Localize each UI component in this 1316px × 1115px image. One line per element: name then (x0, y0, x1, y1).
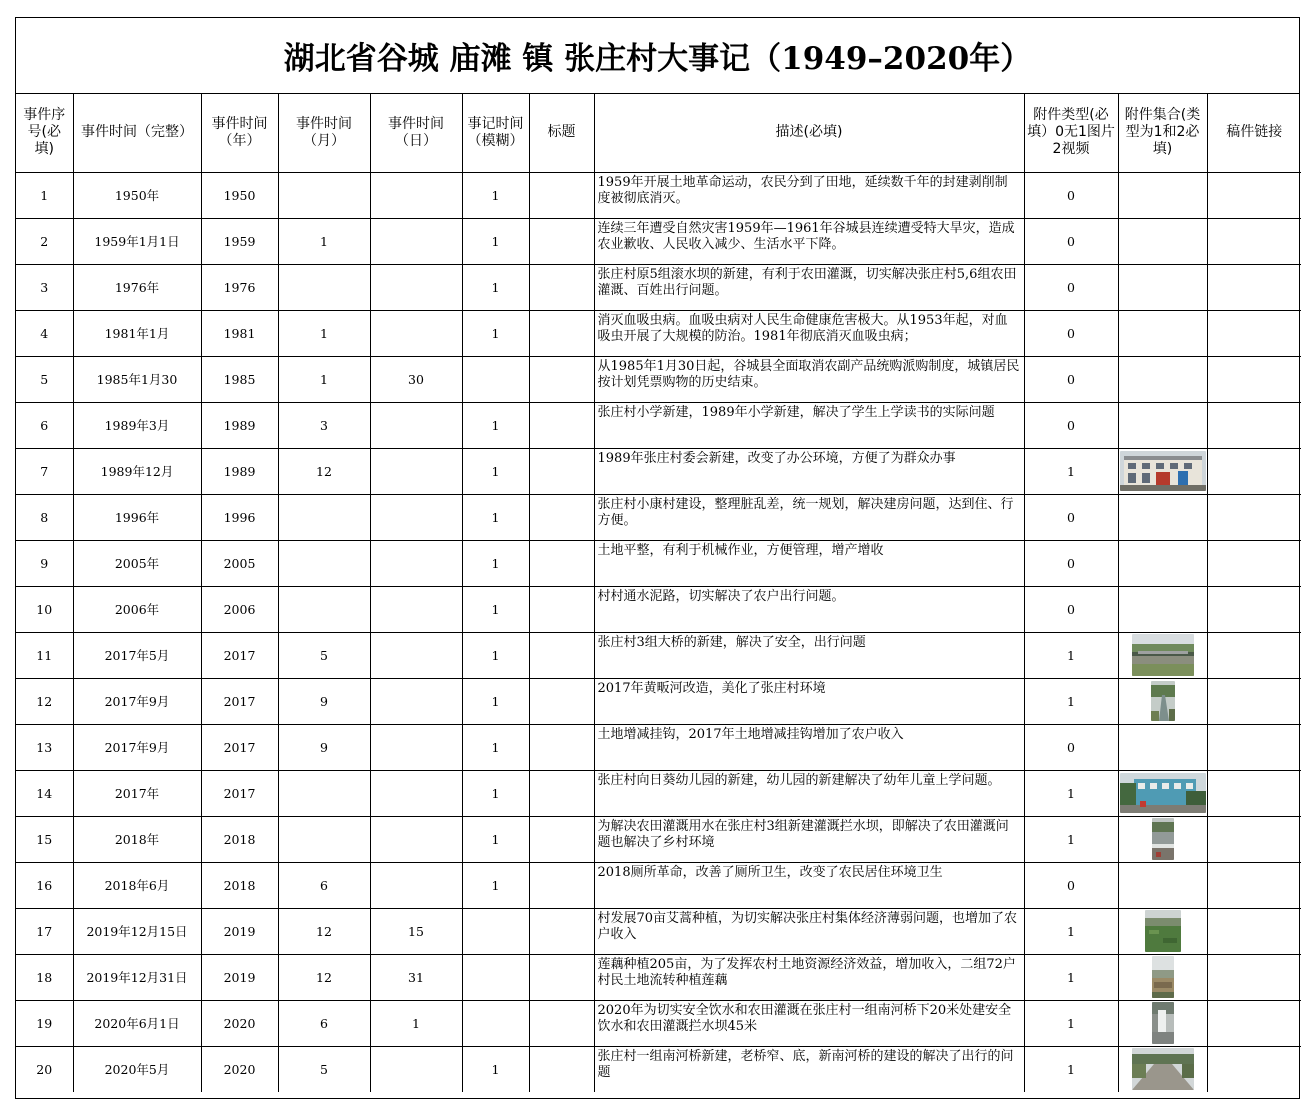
cell-month (278, 586, 370, 632)
cell-full-time: 1976年 (73, 264, 201, 310)
cell-full-time: 2020年5月 (73, 1046, 201, 1092)
cell-year: 2017 (201, 770, 278, 816)
cell-month: 12 (278, 448, 370, 494)
cell-link (1207, 1000, 1301, 1046)
cell-headline (529, 172, 594, 218)
cell-description: 张庄村小康村建设，整理脏乱差，统一规划，解决建房问题，达到住、行方便。 (594, 494, 1024, 540)
table-row (16, 724, 1301, 770)
table-row (16, 770, 1301, 816)
cell-link (1207, 678, 1301, 724)
cell-description: 消灭血吸虫病。血吸虫病对人民生命健康危害极大。从1953年起，对血吸虫开展了大规模的防治。1981年彻底消灭血吸虫病； (594, 310, 1024, 356)
cell-year: 1985 (201, 356, 278, 402)
cell-full-time: 2006年 (73, 586, 201, 632)
cell-fuzzy-time: 1 (462, 678, 529, 724)
cell-attachment-type: 0 (1024, 310, 1118, 356)
cell-seq: 3 (16, 264, 73, 310)
cell-attachment-set (1118, 586, 1207, 632)
cell-fuzzy-time: 1 (462, 172, 529, 218)
cell-link (1207, 1046, 1301, 1092)
cell-month (278, 264, 370, 310)
cell-month: 1 (278, 310, 370, 356)
table-row (16, 632, 1301, 678)
cell-attachment-type: 1 (1024, 954, 1118, 1000)
cell-seq: 12 (16, 678, 73, 724)
cell-month: 9 (278, 724, 370, 770)
page-title: 湖北省谷城 庙滩 镇 张庄村大事记（1949–2020年） (283, 41, 1032, 77)
table-row (16, 310, 1301, 356)
cell-month: 3 (278, 402, 370, 448)
cell-fuzzy-time: 1 (462, 632, 529, 678)
cell-year: 1959 (201, 218, 278, 264)
cell-year: 2006 (201, 586, 278, 632)
cell-seq: 2 (16, 218, 73, 264)
cell-day (370, 494, 462, 540)
cell-attachment-set (1118, 264, 1207, 310)
cell-month: 6 (278, 1000, 370, 1046)
cell-description: 2018厕所革命，改善了厕所卫生，改变了农民居住环境卫生 (594, 862, 1024, 908)
cell-headline (529, 862, 594, 908)
table-row (16, 356, 1301, 402)
cell-seq: 14 (16, 770, 73, 816)
cell-attachment-set (1118, 310, 1207, 356)
cell-day (370, 402, 462, 448)
col-header-seq: 事件序号(必填) (16, 94, 73, 172)
cell-link (1207, 954, 1301, 1000)
col-header-fuzzy-time: 事记时间（模糊） (462, 94, 529, 172)
cell-day (370, 862, 462, 908)
cell-day (370, 218, 462, 264)
cell-attachment-set (1118, 356, 1207, 402)
cell-seq: 6 (16, 402, 73, 448)
cell-day (370, 448, 462, 494)
cell-seq: 20 (16, 1046, 73, 1092)
cell-link (1207, 494, 1301, 540)
cell-link (1207, 310, 1301, 356)
cell-headline (529, 770, 594, 816)
cell-attachment-set[interactable] (1118, 448, 1207, 494)
cell-year: 2020 (201, 1000, 278, 1046)
table-row (16, 816, 1301, 862)
cell-headline (529, 540, 594, 586)
col-header-link: 稿件链接 (1207, 94, 1301, 172)
cell-description: 从1985年1月30日起，谷城县全面取消农副产品统购派购制度，城镇居民按计划凭票购物的历史结束。 (594, 356, 1024, 402)
cell-attachment-type: 0 (1024, 724, 1118, 770)
cell-seq: 10 (16, 586, 73, 632)
cell-headline (529, 264, 594, 310)
cell-description: 张庄村一组南河桥新建，老桥窄、底，新南河桥的建设的解决了出行的问题 (594, 1046, 1024, 1092)
cell-year: 2018 (201, 816, 278, 862)
cell-seq: 13 (16, 724, 73, 770)
cell-link (1207, 724, 1301, 770)
col-header-headline: 标题 (529, 94, 594, 172)
cell-link (1207, 218, 1301, 264)
cell-fuzzy-time: 1 (462, 586, 529, 632)
cell-day: 1 (370, 1000, 462, 1046)
cell-full-time: 2017年5月 (73, 632, 201, 678)
cell-attachment-type: 1 (1024, 1046, 1118, 1092)
cell-fuzzy-time: 1 (462, 724, 529, 770)
cell-attachment-type: 1 (1024, 908, 1118, 954)
cell-full-time: 2020年6月1日 (73, 1000, 201, 1046)
col-header-attachment-set: 附件集合(类型为1和2必填) (1118, 94, 1207, 172)
cell-description: 村发展70亩艾蒿种植，为切实解决张庄村集体经济薄弱问题，也增加了农户收入 (594, 908, 1024, 954)
cell-description: 村村通水泥路，切实解决了农户出行问题。 (594, 586, 1024, 632)
cell-day (370, 816, 462, 862)
table-row (16, 494, 1301, 540)
events-table (16, 94, 1301, 1092)
lotus-field-photo (1152, 956, 1174, 998)
cell-year: 1981 (201, 310, 278, 356)
cell-month: 5 (278, 1046, 370, 1092)
cell-headline (529, 402, 594, 448)
cell-attachment-set[interactable] (1118, 908, 1207, 954)
cell-day: 31 (370, 954, 462, 1000)
cell-headline (529, 218, 594, 264)
cell-headline (529, 494, 594, 540)
cell-day (370, 172, 462, 218)
cell-description: 张庄村向日葵幼儿园的新建，幼儿园的新建解决了幼年儿童上学问题。 (594, 770, 1024, 816)
cell-full-time: 1959年1月1日 (73, 218, 201, 264)
cell-description: 1989年张庄村委会新建，改变了办公环境，方便了为群众办事 (594, 448, 1024, 494)
cell-day (370, 540, 462, 586)
cell-headline (529, 678, 594, 724)
cell-day (370, 724, 462, 770)
cell-description: 为解决农田灌溉用水在张庄村3组新建灌溉拦水坝，即解决了农田灌溉问题也解决了乡村环境 (594, 816, 1024, 862)
field-photo (1145, 910, 1181, 952)
cell-full-time: 2017年 (73, 770, 201, 816)
cell-link (1207, 586, 1301, 632)
cell-attachment-type: 0 (1024, 540, 1118, 586)
table-row (16, 218, 1301, 264)
cell-attachment-type: 0 (1024, 356, 1118, 402)
cell-attachment-set (1118, 724, 1207, 770)
table-row (16, 908, 1301, 954)
office-building-photo (1120, 451, 1206, 491)
cell-attachment-set[interactable] (1118, 954, 1207, 1000)
cell-full-time: 2018年 (73, 816, 201, 862)
cell-link (1207, 862, 1301, 908)
col-header-description: 描述(必填) (594, 94, 1024, 172)
cell-description: 2017年黄畈河改造，美化了张庄村环境 (594, 678, 1024, 724)
cell-link (1207, 172, 1301, 218)
cell-description: 土地平整，有利于机械作业，方便管理，增产增收 (594, 540, 1024, 586)
cell-attachment-type: 1 (1024, 678, 1118, 724)
cell-attachment-type: 1 (1024, 816, 1118, 862)
cell-fuzzy-time: 1 (462, 310, 529, 356)
cell-day (370, 770, 462, 816)
cell-month (278, 172, 370, 218)
cell-year: 2019 (201, 954, 278, 1000)
cell-link (1207, 816, 1301, 862)
cell-link (1207, 264, 1301, 310)
cell-year: 1989 (201, 448, 278, 494)
cell-seq: 4 (16, 310, 73, 356)
cell-headline (529, 724, 594, 770)
cell-attachment-type: 0 (1024, 172, 1118, 218)
cell-fuzzy-time: 1 (462, 770, 529, 816)
cell-month (278, 540, 370, 586)
table-row (16, 172, 1301, 218)
cell-description: 张庄村小学新建，1989年小学新建，解决了学生上学读书的实际问题 (594, 402, 1024, 448)
cell-day: 15 (370, 908, 462, 954)
cell-day (370, 310, 462, 356)
cell-attachment-type: 1 (1024, 448, 1118, 494)
cell-attachment-set (1118, 540, 1207, 586)
cell-full-time: 2018年6月 (73, 862, 201, 908)
cell-attachment-type: 0 (1024, 586, 1118, 632)
cell-headline (529, 1046, 594, 1092)
cell-day (370, 586, 462, 632)
cell-fuzzy-time (462, 908, 529, 954)
cell-full-time: 1989年3月 (73, 402, 201, 448)
dam-photo (1152, 818, 1174, 860)
cell-full-time: 2017年9月 (73, 724, 201, 770)
cell-link (1207, 770, 1301, 816)
cell-headline (529, 1000, 594, 1046)
cell-month (278, 494, 370, 540)
cell-description: 1959年开展土地革命运动，农民分到了田地，延续数千年的封建剥削制度被彻底消灭。 (594, 172, 1024, 218)
cell-month: 1 (278, 218, 370, 264)
cell-year: 1989 (201, 402, 278, 448)
cell-link (1207, 632, 1301, 678)
cell-link (1207, 356, 1301, 402)
cell-day (370, 632, 462, 678)
cell-full-time: 1985年1月30 (73, 356, 201, 402)
table-row (16, 540, 1301, 586)
cell-seq: 18 (16, 954, 73, 1000)
cell-seq: 11 (16, 632, 73, 678)
cell-month: 5 (278, 632, 370, 678)
col-header-full-time: 事件时间（完整） (73, 94, 201, 172)
cell-attachment-set (1118, 494, 1207, 540)
cell-full-time: 1950年 (73, 172, 201, 218)
bridge-photo (1132, 634, 1194, 676)
cell-attachment-set[interactable] (1118, 632, 1207, 678)
table-row (16, 1000, 1301, 1046)
cell-attachment-set (1118, 172, 1207, 218)
cell-link (1207, 448, 1301, 494)
table-row (16, 264, 1301, 310)
cell-month: 1 (278, 356, 370, 402)
cell-seq: 7 (16, 448, 73, 494)
cell-year: 2017 (201, 678, 278, 724)
cell-headline (529, 586, 594, 632)
cell-day (370, 678, 462, 724)
cell-fuzzy-time: 1 (462, 540, 529, 586)
cell-month: 12 (278, 908, 370, 954)
cell-fuzzy-time: 1 (462, 816, 529, 862)
cell-seq: 1 (16, 172, 73, 218)
cell-attachment-type: 0 (1024, 862, 1118, 908)
col-header-month: 事件时间（月） (278, 94, 370, 172)
header-row (16, 94, 1301, 172)
cell-full-time: 2017年9月 (73, 678, 201, 724)
table-row (16, 954, 1301, 1000)
cell-attachment-type: 0 (1024, 494, 1118, 540)
cell-fuzzy-time: 1 (462, 1046, 529, 1092)
cell-seq: 19 (16, 1000, 73, 1046)
cell-description: 连续三年遭受自然灾害1959年—1961年谷城县连续遭受特大旱灾，造成农业歉收、人民收入减少、生活水平下降。 (594, 218, 1024, 264)
cell-fuzzy-time (462, 356, 529, 402)
cell-attachment-set (1118, 402, 1207, 448)
bridge-road-photo (1132, 1048, 1194, 1090)
chronicle-sheet (15, 17, 1300, 1099)
cell-day: 30 (370, 356, 462, 402)
table-row (16, 678, 1301, 724)
cell-attachment-set[interactable] (1118, 816, 1207, 862)
cell-headline (529, 356, 594, 402)
kindergarten-photo (1120, 773, 1206, 813)
cell-description: 张庄村3组大桥的新建，解决了安全，出行问题 (594, 632, 1024, 678)
cell-year: 2018 (201, 862, 278, 908)
cell-year: 2017 (201, 632, 278, 678)
cell-description: 2020年为切实安全饮水和农田灌溉在张庄村一组南河桥下20米处建安全饮水和农田灌溉拦水坝45米 (594, 1000, 1024, 1046)
cell-link (1207, 908, 1301, 954)
cell-description: 张庄村原5组滚水坝的新建，有利于农田灌溉，切实解决张庄村5,6组农田灌溉、百姓出行问题。 (594, 264, 1024, 310)
cell-link (1207, 402, 1301, 448)
cell-attachment-type: 0 (1024, 264, 1118, 310)
cell-year: 2005 (201, 540, 278, 586)
cell-month: 12 (278, 954, 370, 1000)
cell-full-time: 1996年 (73, 494, 201, 540)
cell-full-time: 1989年12月 (73, 448, 201, 494)
cell-seq: 16 (16, 862, 73, 908)
cell-month (278, 770, 370, 816)
cell-attachment-set[interactable] (1118, 1046, 1207, 1092)
cell-fuzzy-time: 1 (462, 448, 529, 494)
col-header-day: 事件时间（日） (370, 94, 462, 172)
cell-seq: 9 (16, 540, 73, 586)
cell-headline (529, 632, 594, 678)
cell-full-time: 2019年12月31日 (73, 954, 201, 1000)
cell-headline (529, 954, 594, 1000)
cell-attachment-set[interactable] (1118, 678, 1207, 724)
cell-fuzzy-time: 1 (462, 218, 529, 264)
table-row (16, 1046, 1301, 1092)
cell-attachment-set[interactable] (1118, 1000, 1207, 1046)
cell-attachment-type: 1 (1024, 632, 1118, 678)
cell-attachment-type: 0 (1024, 402, 1118, 448)
cell-month: 9 (278, 678, 370, 724)
cell-seq: 17 (16, 908, 73, 954)
cell-headline (529, 310, 594, 356)
cell-year: 1950 (201, 172, 278, 218)
cell-day (370, 1046, 462, 1092)
table-row (16, 402, 1301, 448)
cell-headline (529, 448, 594, 494)
weir-photo (1152, 1002, 1174, 1044)
cell-seq: 5 (16, 356, 73, 402)
cell-attachment-type: 0 (1024, 218, 1118, 264)
river-photo (1151, 681, 1175, 721)
cell-description: 莲藕种植205亩，为了发挥农村土地资源经济效益，增加收入，二组72户村民土地流转种植莲藕 (594, 954, 1024, 1000)
title-row (16, 18, 1299, 94)
cell-full-time: 2019年12月15日 (73, 908, 201, 954)
cell-month (278, 816, 370, 862)
cell-attachment-set (1118, 862, 1207, 908)
cell-fuzzy-time: 1 (462, 264, 529, 310)
cell-link (1207, 540, 1301, 586)
col-header-attachment-type: 附件类型(必填）0无1图片2视频 (1024, 94, 1118, 172)
cell-full-time: 1981年1月 (73, 310, 201, 356)
cell-attachment-set[interactable] (1118, 770, 1207, 816)
cell-attachment-type: 1 (1024, 770, 1118, 816)
cell-fuzzy-time: 1 (462, 494, 529, 540)
cell-year: 1996 (201, 494, 278, 540)
cell-year: 1976 (201, 264, 278, 310)
cell-full-time: 2005年 (73, 540, 201, 586)
cell-attachment-type: 1 (1024, 1000, 1118, 1046)
cell-attachment-set (1118, 218, 1207, 264)
table-row (16, 448, 1301, 494)
cell-description: 土地增减挂钩，2017年土地增减挂钩增加了农户收入 (594, 724, 1024, 770)
col-header-year: 事件时间（年） (201, 94, 278, 172)
cell-month: 6 (278, 862, 370, 908)
cell-seq: 8 (16, 494, 73, 540)
cell-headline (529, 816, 594, 862)
cell-fuzzy-time: 1 (462, 402, 529, 448)
table-row (16, 586, 1301, 632)
cell-year: 2019 (201, 908, 278, 954)
cell-fuzzy-time (462, 954, 529, 1000)
cell-headline (529, 908, 594, 954)
cell-year: 2017 (201, 724, 278, 770)
cell-year: 2020 (201, 1046, 278, 1092)
cell-fuzzy-time: 1 (462, 862, 529, 908)
cell-fuzzy-time (462, 1000, 529, 1046)
table-row (16, 862, 1301, 908)
cell-day (370, 264, 462, 310)
cell-seq: 15 (16, 816, 73, 862)
